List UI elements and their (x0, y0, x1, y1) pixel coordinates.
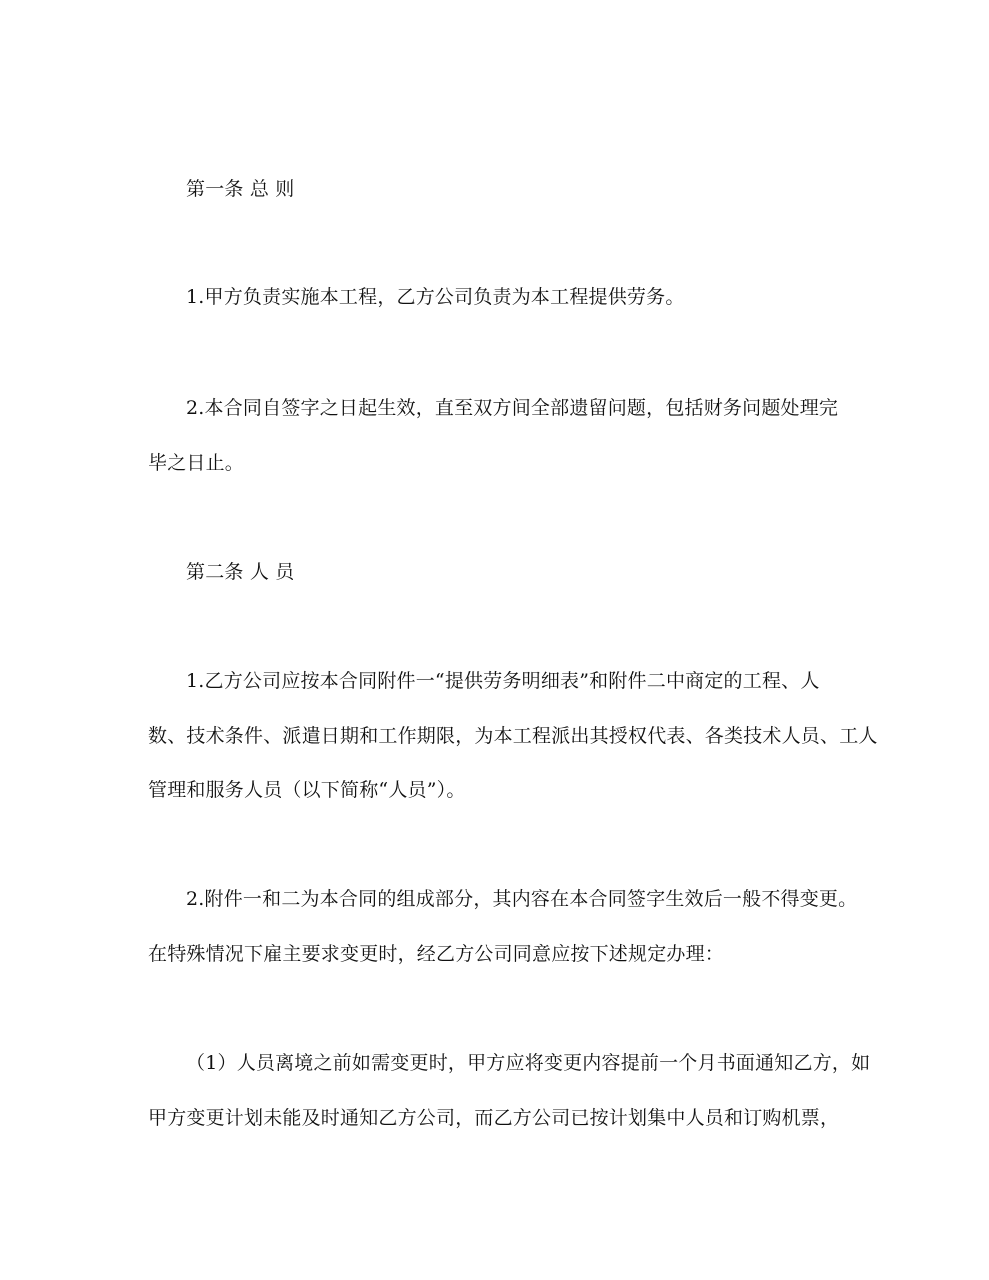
article-1-item-2-line-1: 2.本合同自签字之日起生效，直至双方间全部遗留问题，包括财务问题处理完 (186, 397, 839, 419)
article-2-item-1-line-3: 管理和服务人员（以下简称“人员”）。 (148, 779, 466, 801)
article-2-item-1-line-2: 数、技术条件、派遣日期和工作期限，为本工程派出其授权代表、各类技术人员、工人 (148, 725, 878, 747)
article-1-heading: 第一条 总 则 (186, 178, 295, 200)
article-1-item-1: 1.甲方负责实施本工程，乙方公司负责为本工程提供劳务。 (186, 286, 685, 308)
article-2-sub-1-line-1: （1）人员离境之前如需变更时，甲方应将变更内容提前一个月书面通知乙方，如 (186, 1052, 871, 1074)
article-2-item-2-line-2: 在特殊情况下雇主要求变更时，经乙方公司同意应按下述规定办理： (148, 943, 725, 965)
article-2-heading: 第二条 人 员 (186, 561, 295, 583)
article-1-item-2-line-2: 毕之日止。 (148, 452, 245, 474)
article-2-sub-1-line-2: 甲方变更计划未能及时通知乙方公司，而乙方公司已按计划集中人员和订购机票， (148, 1107, 840, 1129)
article-2-item-2-line-1: 2.附件一和二为本合同的组成部分，其内容在本合同签字生效后一般不得变更。 (186, 888, 858, 910)
article-2-item-1-line-1: 1.乙方公司应按本合同附件一“提供劳务明细表”和附件二中商定的工程、人 (186, 670, 820, 692)
